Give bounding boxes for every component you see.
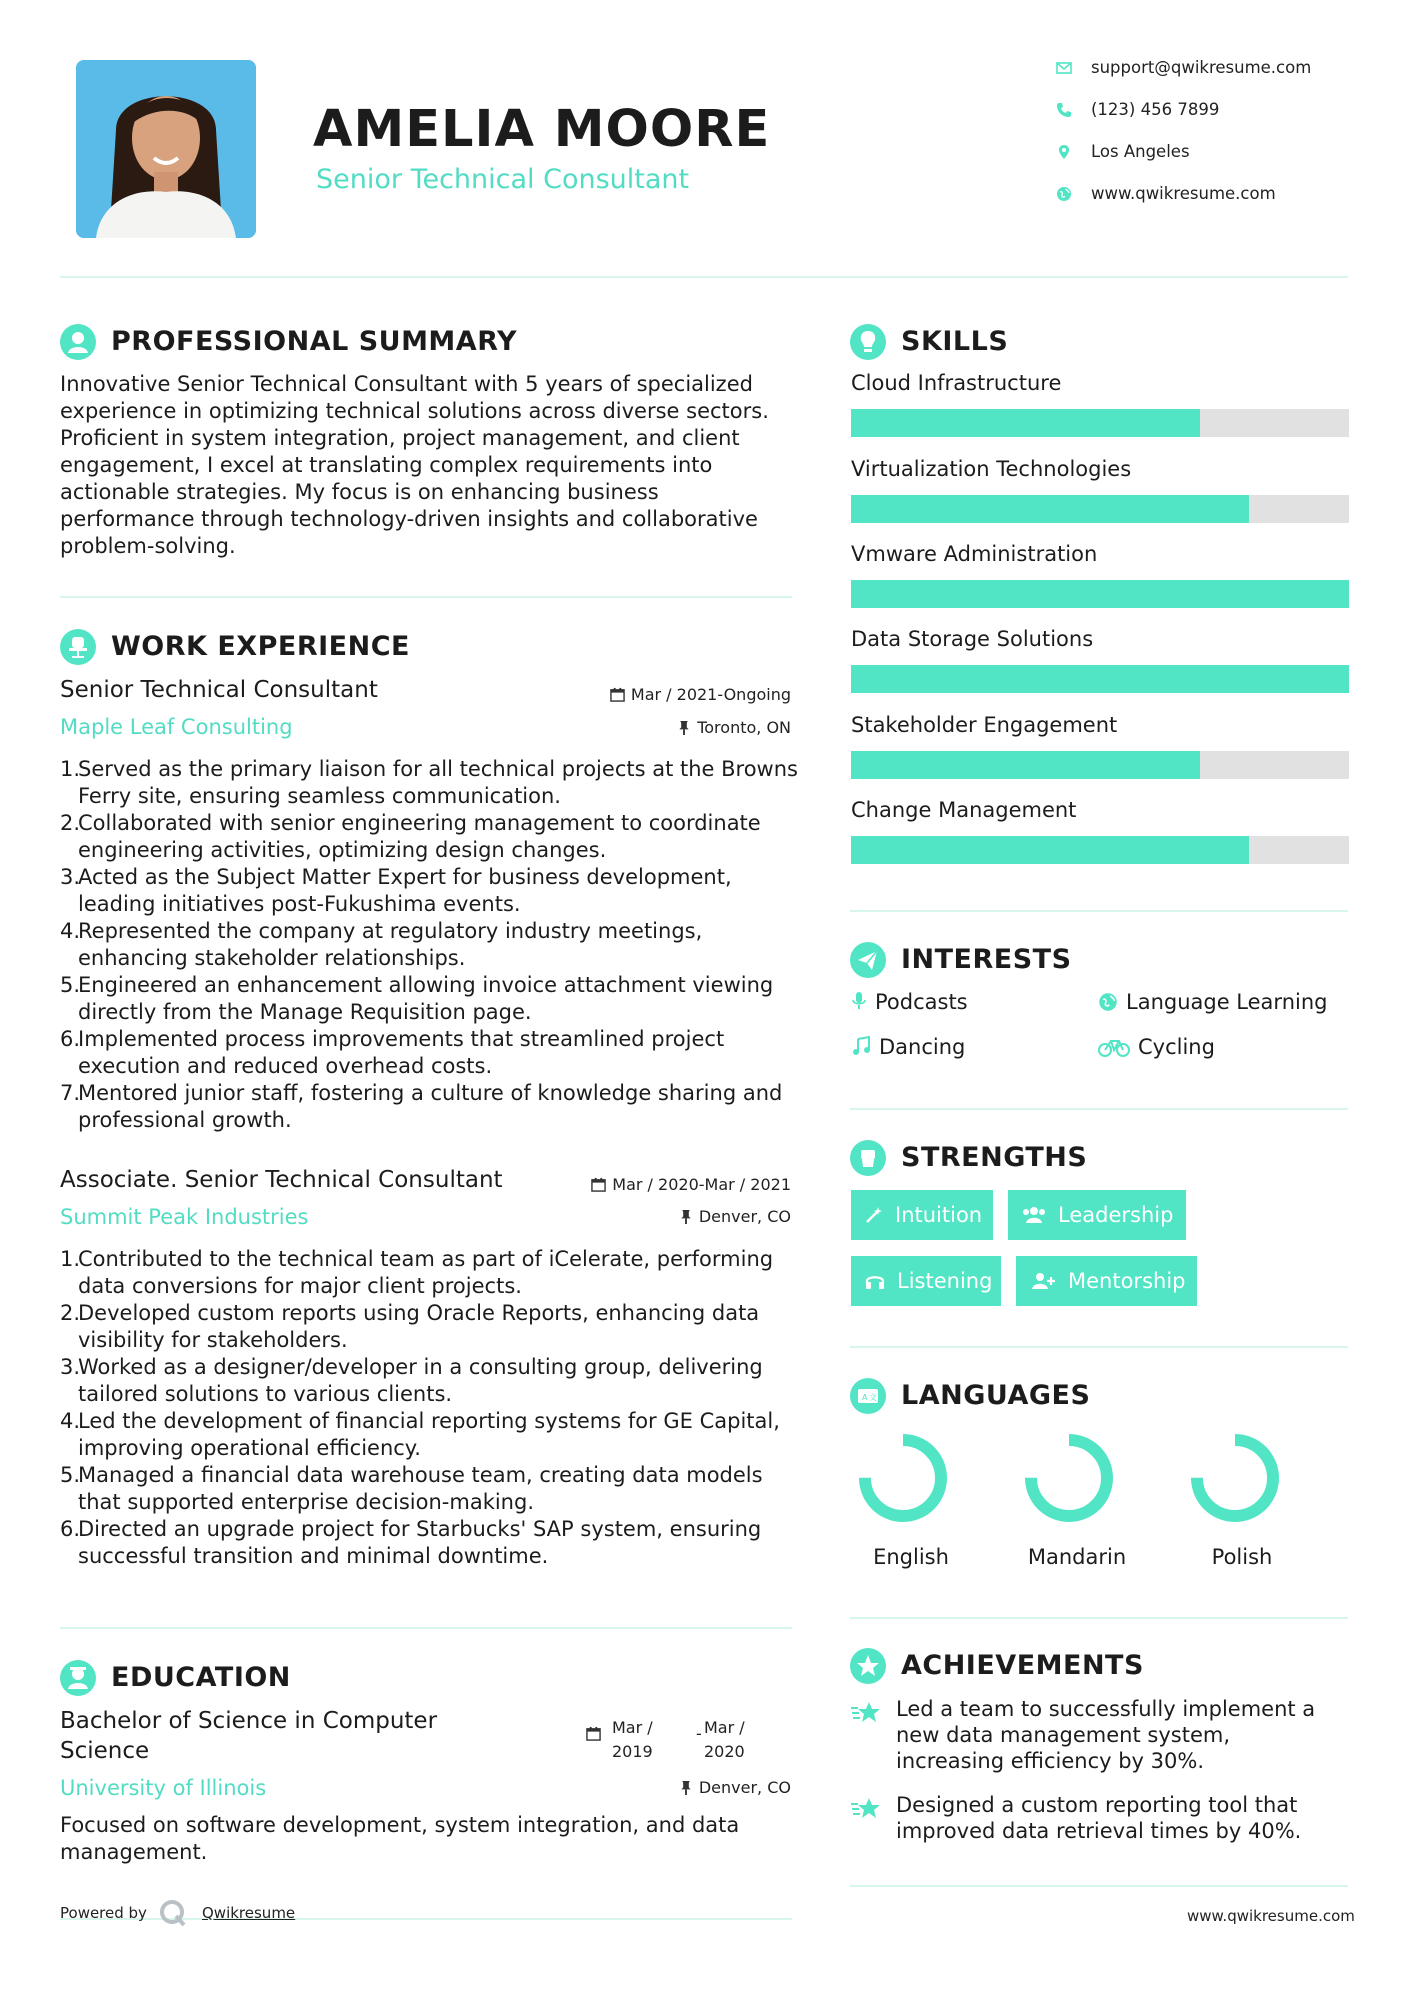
language-ring: [857, 1432, 949, 1524]
list-item: 6. Directed an upgrade project for Starbucks' SAP system, ensuring successful transition and minimal downtime.: [60, 1517, 762, 1568]
skill-bar-fill: [851, 409, 1200, 437]
achievements-heading: ACHIEVEMENTS: [901, 1650, 1144, 1681]
skills-divider: [850, 910, 1348, 912]
microphone-icon: [851, 991, 867, 1011]
education-heading: EDUCATION: [111, 1662, 291, 1693]
education-date-start: Mar / 2019: [612, 1718, 653, 1761]
list-item: 5. Engineered an enhancement allowing invoice attachment viewing directly from the Manage Requisition page.: [60, 973, 774, 1024]
achievement-text: Led a team to successfully implement a new data management system, increasing efficiency by 30%.: [896, 1697, 1316, 1773]
globe-icon: [1098, 992, 1118, 1012]
achievements-divider: [850, 1885, 1348, 1887]
education-date-sep: -: [696, 1724, 702, 1743]
list-item: 3. Acted as the Subject Matter Expert for business development, leading initiatives post-Fukushima events.: [60, 865, 732, 916]
skill-bar: [851, 751, 1349, 779]
contact-location-text: Los Angeles: [1091, 142, 1190, 161]
job-location: [600, 1207, 791, 1226]
envelope-icon: [1056, 60, 1072, 76]
education-location: [600, 1778, 791, 1797]
skill-bar: [851, 495, 1349, 523]
job-title: Senior Technical Consultant: [60, 677, 378, 703]
lightbulb-icon: [850, 324, 886, 360]
calendar-icon: [610, 687, 625, 702]
summary-line: engagement, I excel at translating complex requirements into: [60, 453, 713, 477]
interests-heading: INTERESTS: [901, 944, 1072, 975]
languages-divider: [850, 1617, 1348, 1619]
list-item: 1. Served as the primary liaison for all technical projects at the Browns Ferry site, ensuring seamless communication.: [60, 757, 798, 808]
bicycle-icon: [1098, 1037, 1130, 1057]
strengths-heading: STRENGTHS: [901, 1142, 1088, 1173]
summary-divider: [60, 596, 792, 598]
star-badge-icon: [850, 1648, 886, 1684]
qwikresume-logo-icon: [158, 1898, 188, 1928]
strengths-divider: [850, 1346, 1348, 1348]
list-item: 7. Mentored junior staff, fostering a culture of knowledge sharing and professional growth.: [60, 1081, 783, 1132]
candidate-title: Senior Technical Consultant: [316, 164, 690, 195]
pushpin-icon: [679, 1780, 693, 1795]
list-item: 6. Implemented process improvements that streamlined project execution and reduced overhead costs.: [60, 1027, 725, 1078]
shooting-star-icon: [850, 1796, 882, 1822]
map-pin-icon: [1056, 144, 1072, 160]
summary-line: performance through technology-driven insights and collaborative: [60, 507, 758, 531]
user-icon: [60, 324, 96, 360]
language-ring: [1189, 1432, 1281, 1524]
summary-heading: PROFESSIONAL SUMMARY: [111, 326, 518, 357]
skill-bar-fill: [851, 495, 1249, 523]
list-item: 4. Represented the company at regulatory industry meetings, enhancing stakeholder relationships.: [60, 919, 703, 970]
powered-by-label: Powered by: [60, 1904, 147, 1922]
experience-heading: WORK EXPERIENCE: [111, 631, 410, 662]
calendar-icon: [591, 1177, 606, 1192]
language-ring: [1023, 1432, 1115, 1524]
contact-phone[interactable]: [1056, 100, 1356, 124]
strength-chip: Mentorship: [1016, 1256, 1197, 1306]
qwikresume-link[interactable]: Qwikresume: [202, 1904, 296, 1922]
education-location-text: Denver, CO: [698, 1778, 791, 1797]
skill-bar-fill: [851, 751, 1200, 779]
job-company: Maple Leaf Consulting: [60, 715, 293, 739]
list-item: 5. Managed a financial data warehouse team, creating data models that supported enterprise decision-making.: [60, 1463, 763, 1514]
graduate-icon: [60, 1660, 96, 1696]
interest-item: Cycling: [1098, 1035, 1215, 1059]
job-location-text: Toronto, ON: [697, 718, 791, 737]
language-ring-arc: [1031, 1440, 1107, 1516]
list-item: 4. Led the development of financial reporting systems for GE Capital, improving operational efficiency.: [60, 1409, 780, 1460]
language-label: Mandarin: [1027, 1545, 1127, 1569]
candidate-name: AMELIA MOORE: [313, 100, 771, 159]
strength-chip: Intuition: [851, 1190, 993, 1240]
headphones-icon: [865, 1272, 885, 1290]
contact-website[interactable]: [1056, 184, 1356, 208]
language-icon: [850, 1378, 886, 1414]
school-name: University of Illinois: [60, 1776, 267, 1800]
shooting-star-icon: [850, 1700, 882, 1726]
paper-plane-icon: [850, 942, 886, 978]
list-item: 2. Developed custom reports using Oracle Reports, enhancing data visibility for stakeholders.: [60, 1301, 760, 1352]
degree-line: Science: [60, 1738, 150, 1764]
contact-website-text: www.qwikresume.com: [1091, 184, 1276, 203]
job-title: Associate. Senior Technical Consultant: [60, 1167, 503, 1193]
skill-label: Virtualization Technologies: [851, 457, 1132, 481]
profile-photo: [76, 60, 256, 238]
skill-bar-fill: [851, 836, 1249, 864]
pushpin-icon: [679, 1209, 693, 1224]
svg-text:A: A: [862, 1393, 868, 1402]
job-date-text: Mar / 2020-Mar / 2021: [612, 1175, 791, 1194]
skill-bar: [851, 409, 1349, 437]
skill-label: Vmware Administration: [851, 542, 1098, 566]
strength-chip: Listening: [851, 1256, 1001, 1306]
list-item: 2. Collaborated with senior engineering management to coordinate engineering activities, optimizing design changes.: [60, 811, 761, 862]
chair-icon: [60, 629, 96, 665]
fist-icon: [850, 1140, 886, 1176]
user-plus-icon: [1030, 1272, 1056, 1290]
contact-email-text: support@qwikresume.com: [1091, 58, 1312, 77]
list-item: 3. Worked as a designer/developer in a consulting group, delivering tailored solutions to various clients.: [60, 1355, 763, 1406]
job-date: [580, 685, 791, 704]
interest-item: Language Learning: [1098, 990, 1327, 1014]
users-icon: [1022, 1206, 1046, 1224]
skill-bar: [851, 836, 1349, 864]
skill-label: Cloud Infrastructure: [851, 371, 1062, 395]
job-date-text: Mar / 2021-Ongoing: [630, 685, 791, 704]
job-responsibilities: [60, 1246, 800, 1570]
languages-heading: LANGUAGES: [901, 1380, 1091, 1411]
skill-label: Change Management: [851, 798, 1077, 822]
skill-bar: [851, 580, 1349, 608]
job-location-text: Denver, CO: [698, 1207, 791, 1226]
summary-line: Proficient in system integration, project management, and client: [60, 426, 740, 450]
experience-divider: [60, 1627, 792, 1629]
education-date-end: Mar / 2020: [704, 1718, 745, 1761]
education-desc-line: management.: [60, 1840, 208, 1864]
globe-icon: [1056, 186, 1072, 202]
header-divider: [60, 276, 1348, 278]
svg-text:文: 文: [869, 1393, 877, 1402]
footer-website-link[interactable]: www.qwikresume.com: [1187, 1907, 1355, 1925]
contact-email[interactable]: [1056, 58, 1356, 82]
summary-text: [60, 371, 800, 560]
skill-bar-fill: [851, 665, 1349, 693]
degree-title: [60, 1706, 437, 1766]
degree-line: Bachelor of Science in Computer: [60, 1708, 438, 1734]
job-company: Summit Peak Industries: [60, 1205, 309, 1229]
summary-line: actionable strategies. My focus is on enhancing business: [60, 480, 659, 504]
job-date: [560, 1175, 791, 1194]
interest-item: Podcasts: [851, 990, 968, 1014]
job-location: [600, 718, 791, 737]
music-icon: [851, 1036, 871, 1056]
skill-bar: [851, 665, 1349, 693]
contact-location: [1056, 142, 1356, 166]
achievement-text: Designed a custom reporting tool that improved data retrieval times by 40%.: [896, 1793, 1302, 1843]
job-responsibilities: [60, 756, 800, 1134]
language-label: English: [873, 1545, 949, 1569]
summary-line: experience in optimizing technical solutions across diverse sectors.: [60, 399, 769, 423]
language-label: Polish: [1211, 1545, 1273, 1569]
education-desc-line: Focused on software development, system integration, and data: [60, 1813, 740, 1837]
skill-label: Stakeholder Engagement: [851, 713, 1118, 737]
education-description: [60, 1812, 800, 1866]
skill-label: Data Storage Solutions: [851, 627, 1094, 651]
contact-phone-text: (123) 456 7899: [1091, 100, 1220, 119]
list-item: 1. Contributed to the technical team as part of iCelerate, performing data conversions for major client projects.: [60, 1247, 774, 1298]
portrait-image: [76, 60, 256, 238]
summary-line: problem-solving.: [60, 534, 236, 558]
pushpin-icon: [677, 720, 691, 735]
skill-bar-fill: [851, 580, 1349, 608]
interests-divider: [850, 1108, 1348, 1110]
interest-item: Dancing: [851, 1035, 965, 1059]
calendar-icon: [586, 1726, 601, 1741]
language-ring-arc: [1197, 1440, 1273, 1516]
language-ring-arc: [865, 1440, 941, 1516]
magic-wand-icon: [865, 1206, 883, 1224]
strength-chip: Leadership: [1008, 1190, 1186, 1240]
summary-line: Innovative Senior Technical Consultant with 5 years of specialized: [60, 372, 753, 396]
phone-icon: [1056, 102, 1072, 118]
skills-heading: SKILLS: [901, 326, 1009, 357]
